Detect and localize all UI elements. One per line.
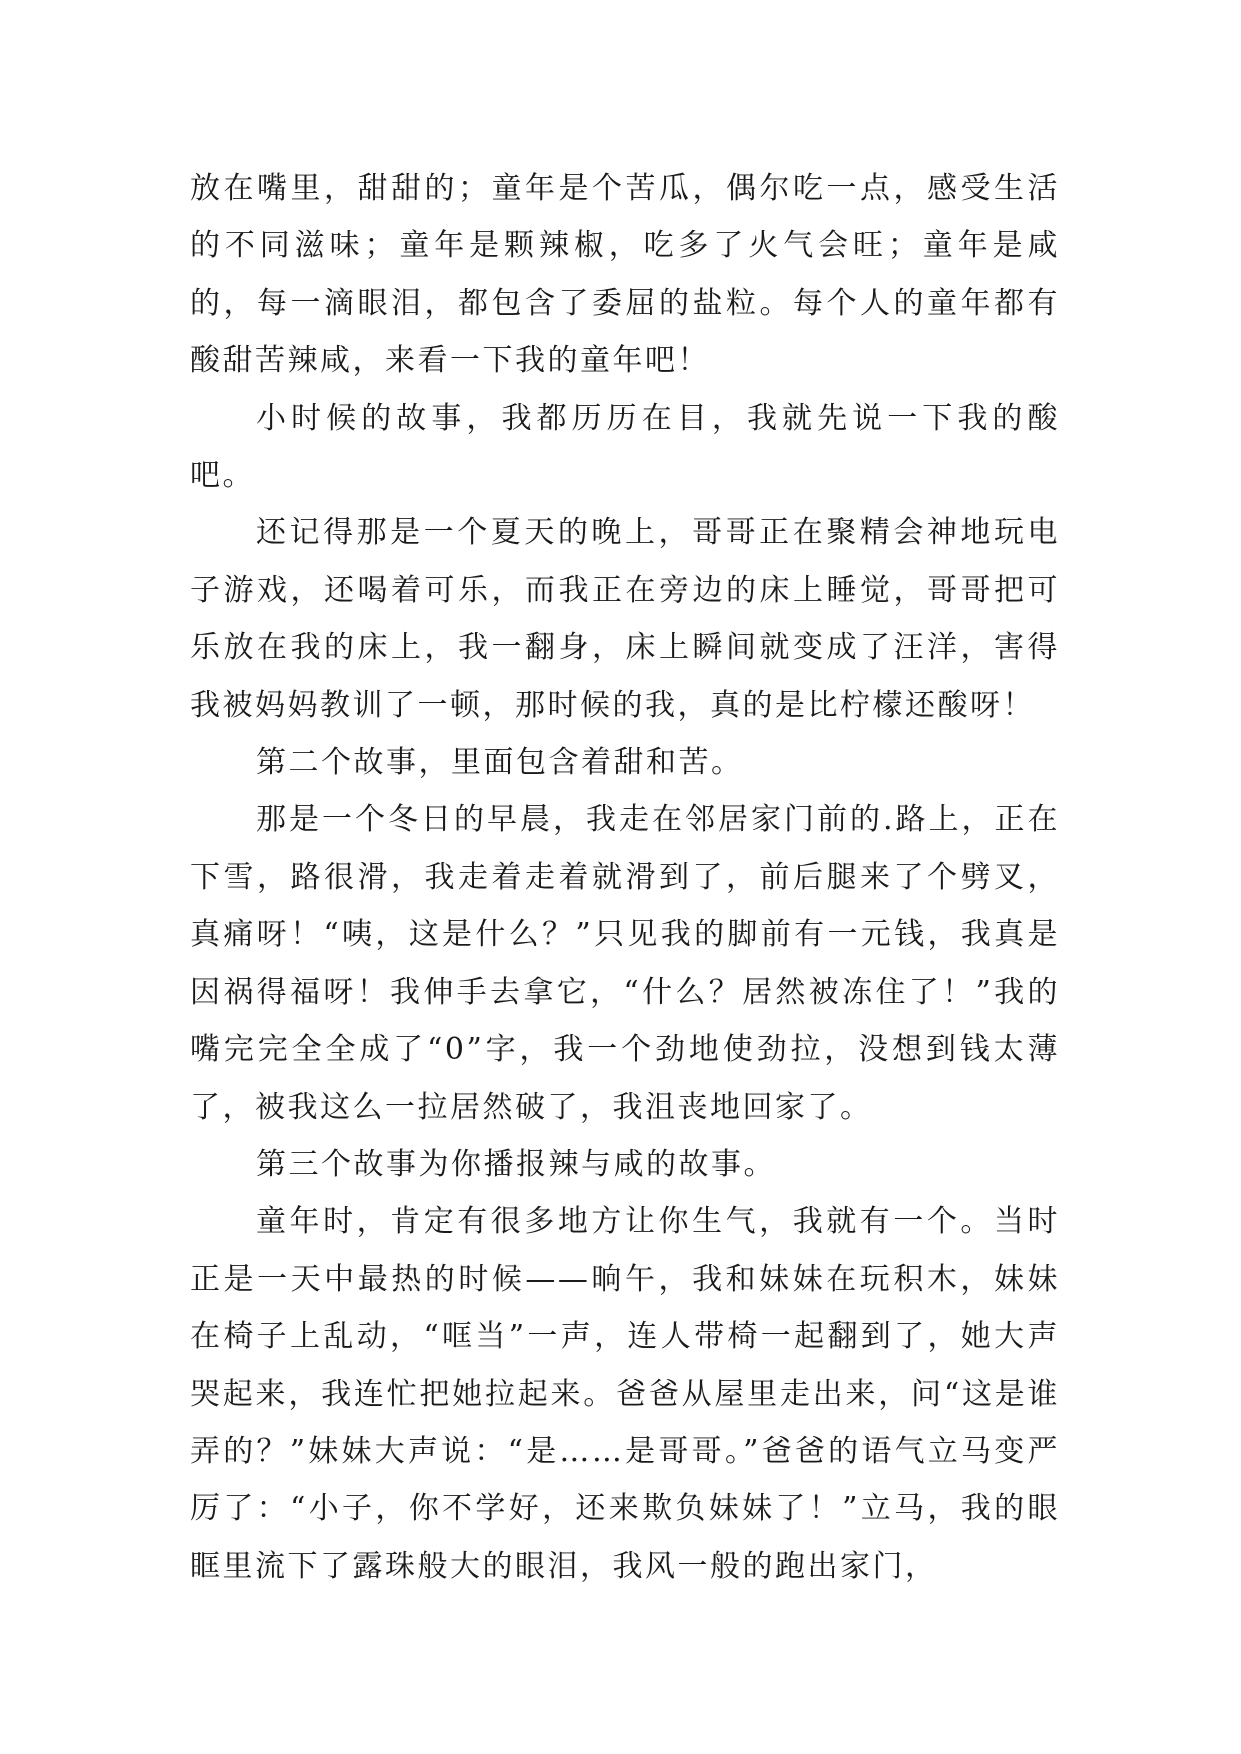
paragraph-2: 小时候的故事，我都历历在目，我就先说一下我的酸吧。 [190, 400, 1060, 494]
paragraph-5: 那是一个冬日的早晨，我走在邻居家门前的.路上，正在下雪，路很滑，我走着走着就滑到了，前后腿来了个劈叉，真痛呀！“咦，这是什么？”只见我的脚前有一元钱，我真是因祸得福呀！我伸手去拿它，“什么？居然被冻住了！”我的嘴完完全全成了“0”字，我一个劲地使劲拉，没想到钱太薄了，被我这么一拉居然破了，我沮丧地回家了。 [190, 802, 1060, 1125]
paragraph-1: 放在嘴里，甜甜的；童年是个苦瓜，偶尔吃一点，感受生活的不同滋味；童年是颗辣椒，吃多了火气会旺；童年是咸的，每一滴眼泪，都包含了委屈的盐粒。每个人的童年都有酸甜苦辣咸，来看一下我的童年吧！ [190, 171, 1060, 379]
body-text [190, 160, 1060, 1595]
paragraph-6: 第三个故事为你播报辣与咸的故事。 [256, 1146, 776, 1182]
paragraph-3: 还记得那是一个夏天的晚上，哥哥正在聚精会神地玩电子游戏，还喝着可乐，而我正在旁边的床上睡觉，哥哥把可乐放在我的床上，我一翻身，床上瞬间就变成了汪洋，害得我被妈妈教训了一顿，那时候的我，真的是比柠檬还酸呀！ [190, 515, 1060, 723]
paragraph-7: 童年时，肯定有很多地方让你生气，我就有一个。当时正是一天中最热的时候——晌午，我和妹妹在玩积木，妹妹在椅子上乱动，“哐当”一声，连人带椅一起翻到了，她大声哭起来，我连忙把她拉起来。爸爸从屋里走出来，问“这是谁弄的？”妹妹大声说：“是……是哥哥。”爸爸的语气立马变严厉了：“小子，你不学好，还来欺负妹妹了！”立马，我的眼眶里流下了露珠般大的眼泪，我风一般的跑出家门， [190, 1204, 1060, 1584]
paragraph-4: 第二个故事，里面包含着甜和苦。 [256, 745, 744, 781]
